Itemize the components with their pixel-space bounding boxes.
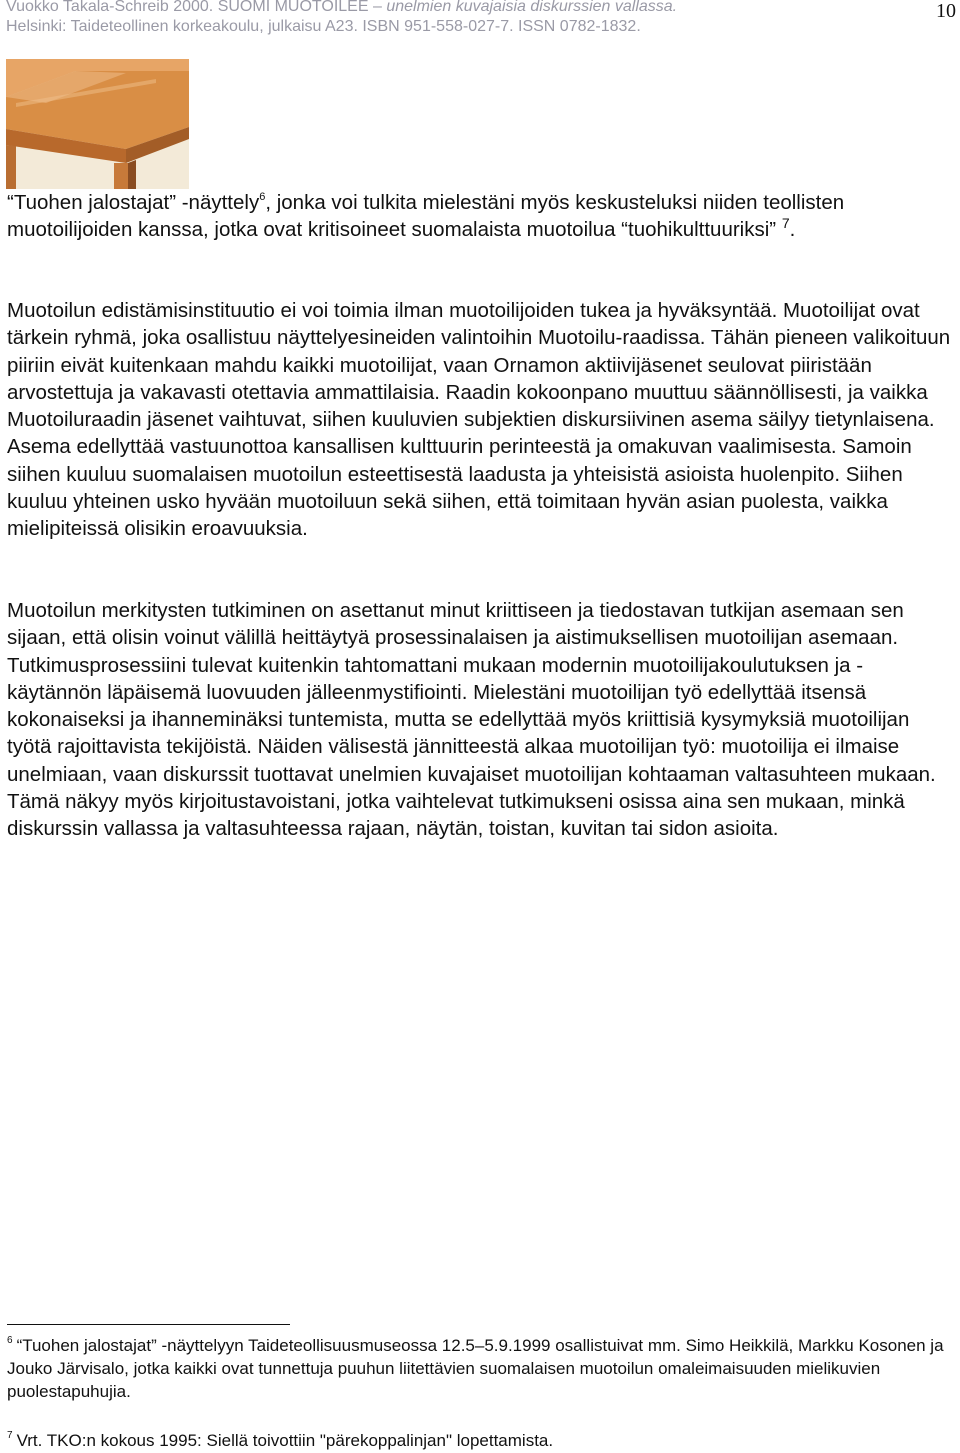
running-head-line-2: Helsinki: Taideteollinen korkeakoulu, julkaisu A23. ISBN 951-558-027-7. ISSN 0782-1832. [6,18,641,35]
paragraph-research: Muotoilun merkitysten tutkiminen on asettanut minut kriittiseen ja tiedostavan tutkijan asemaan sen sijaan, että olisin voinut välillä heittäytyä prosessinalaisen ja aistimuksellisen muotoilijan asemaan. Tutkimusprosessiini tulevat kuitenkin tahtomattani mukaan modernin muotoilijakoulutuksen ja -käytännön läpäisemä luovuuden jälleenmystifiointi. Mielestäni muotoilijan työ edellyttää itsensä kokonaiseksi ja ihanneminäksi tuntemista, mutta se edellyttää myös kriittisiä kysymyksiä muotoilijan työtä rajoittavista tekijöistä. Näiden välisestä jännitteestä alkaa muotoilijan työ: muotoilija ei ilmaise unelmiaan, vaan diskurssit tuottavat unelmien kuvajaiset muotoilijan kohtaaman valtasuhteen mukaan. Tämä näkyy myös kirjoitustavoistani, jotka vaihtelevat tutkimukseni osissa aina sen mukaan, minkä diskurssin vallassa ja valtasuhteessa rajaan, näytän, toistan, kuvitan tai sidon asioita. [7,599,936,841]
footnote-mark: 6 [7,1335,13,1346]
footnote-text: Vrt. TKO:n kokous 1995: Siellä toivottiin "pärekoppalinjan" lopettamista. [16,1431,554,1450]
footnote-7 [7,1429,947,1452]
footnote-ref-7[interactable]: 7 [781,215,790,232]
running-head-subtitle: unelmien kuvajaisia diskurssien vallassa. [386,0,678,15]
footnote-ref-6[interactable]: 6 [259,191,266,203]
running-head-line-1 [6,0,906,17]
running-head [6,0,906,37]
footnote-6 [7,1334,947,1403]
page-number: 10 [936,0,956,22]
footnote-mark: 7 [7,1430,13,1441]
footnote-divider [7,1324,290,1325]
photo-chair-icon [6,59,189,189]
paragraph-institution: Muotoilun edistämisinstituutio ei voi toimia ilman muotoilijoiden tukea ja hyväksyntää. Muotoilijat ovat tärkein ryhmä, joka osallistuu näyttelyesineiden valintoihin Muotoilu-raadissa. Tähän pieneen valikoituun piiriin eivät kuitenkaan mahdu kaikki muotoilijat, vaan Ornamon aktiivijäsenet seulovat piiristään arvostettuja ja vakavasti otettavia ammattilaisia. Raadin kokoonpano muuttuu säännöllisesti, ja vaikka Muotoiluraadin jäsenet vaihtuvat, siihen kuuluvien subjektien diskursiivinen asema säilyy tietynlaisena. Asema edellyttää vastuunottoa kansallisen kulttuurin perinteestä ja omakuvan vaalimisesta. Samoin siihen kuuluu suomalaisen muotoilun esteettisestä laadusta ja yhteisistä asioista huolenpito. Siihen kuuluu yhteinen usko hyvään muotoiluun sekä siihen, että toimitaan hyvän asian puolesta, vaikka mielipiteissä olisikin eroavuuksia. [7,299,951,541]
running-head-citation: Vuokko Takala-Schreib 2000. SUOMI MUOTOILEE – [6,0,387,15]
footnote-text: “Tuohen jalostajat” -näyttelyyn Taideteollisuusmuseossa 12.5–5.9.1999 osallistuivat mm. Simo Heikkilä, Markku Kosonen ja Jouko Järvisalo, jotka kaikki ovat tunnettuja puuhun liitettävien suomalaisen muotoilun omaleimaisuuden mielikuvien puolestapuhujia. [7,1336,944,1401]
paragraph-exhibition: “Tuohen jalostajat” -näyttely$^6$, jonka voi tulkita mielestäni myös keskusteluksi niiden teollisten muotoilijoiden kanssa, jotka ovat kritisoineet suomalaista muotoilua “tuohikulttuuriksi” $^7$. [7,191,845,242]
